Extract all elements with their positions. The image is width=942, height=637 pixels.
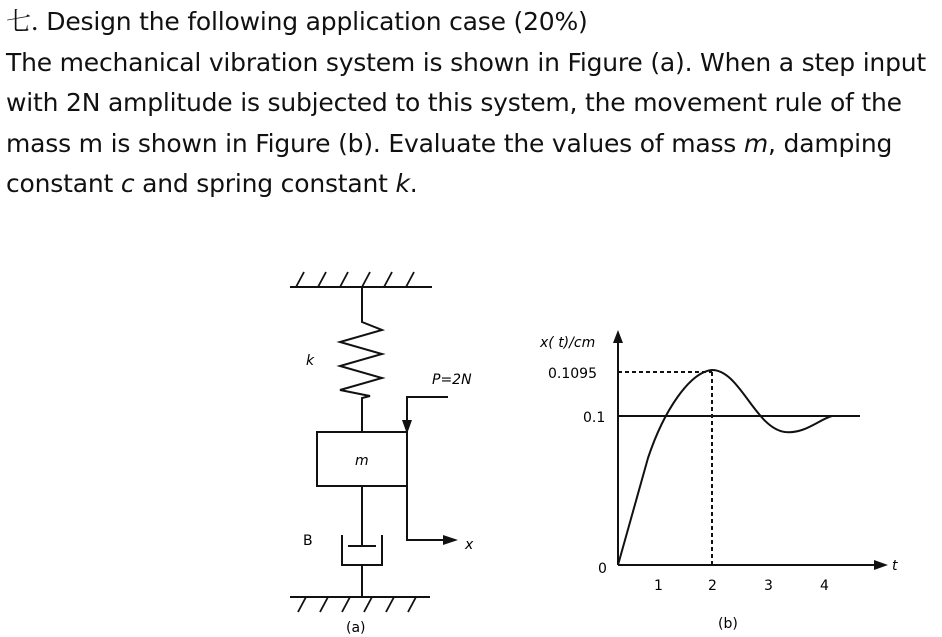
force-arrow-line — [407, 397, 448, 428]
x-axis-label: t — [892, 558, 898, 574]
figure-b — [618, 340, 876, 565]
damper-label: B — [303, 533, 313, 549]
x-tick-1: 2 — [708, 578, 717, 594]
top-ground-hatch — [296, 272, 414, 287]
x-tick-2: 3 — [764, 578, 773, 594]
force-label: P=2N — [432, 372, 472, 388]
y-tick-2: 0 — [598, 561, 607, 577]
response-curve — [618, 370, 832, 565]
figure-a-caption: (a) — [346, 620, 366, 636]
displacement-arrowhead — [443, 535, 458, 545]
problem-heading: Design the following application case (20%) — [38, 7, 588, 36]
x-tick-3: 4 — [820, 578, 829, 594]
x-axis-arrowhead — [874, 560, 888, 570]
y-axis-label: x( t)/cm — [540, 335, 596, 351]
figure-b-caption: (b) — [718, 616, 738, 632]
displacement-label: x — [465, 537, 474, 553]
bottom-ground-hatch — [298, 597, 416, 612]
problem-body: The mechanical vibration system is shown in Figure (a). When a step input with 2N amplitude is subjected to this system, the movement rule of the mass m is shown in Figure (b). Evaluate the values of mass m, damping constant c and spring constant k. — [6, 47, 926, 198]
mass-label: m — [355, 453, 369, 469]
y-axis-arrowhead — [613, 330, 623, 343]
var-c: c — [120, 169, 135, 198]
displacement-arrow-line — [407, 486, 443, 540]
spring-label: k — [306, 353, 315, 369]
var-k: k — [395, 169, 410, 198]
spring — [340, 287, 382, 432]
var-m: m — [743, 128, 769, 158]
problem-number: 七. — [6, 7, 39, 36]
figure-a — [290, 272, 448, 612]
x-tick-0: 1 — [654, 578, 663, 594]
y-tick-1: 0.1 — [583, 410, 606, 426]
y-tick-0: 0.1095 — [548, 366, 597, 382]
